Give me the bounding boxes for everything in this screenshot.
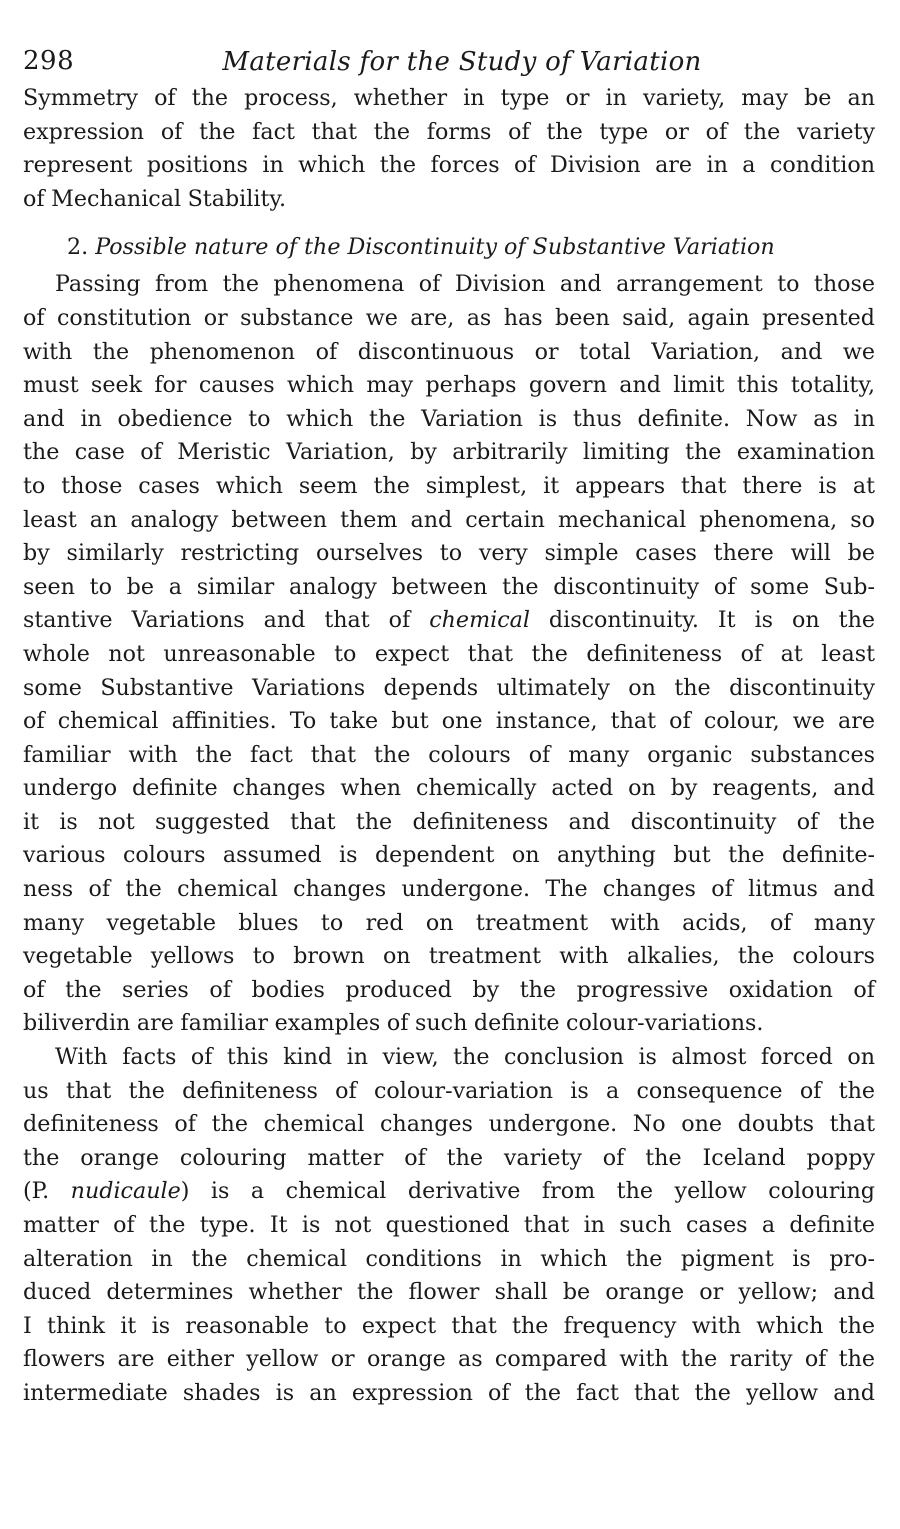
text-line: ness of the chemical changes undergone. The changes of litmus and: [23, 876, 875, 903]
text-line: the orange colouring matter of the variety of the Iceland poppy: [23, 1144, 875, 1171]
text-line: of constitution or substance we are, as has been said, again presented: [23, 304, 875, 331]
text-line: some Substantive Variations depends ultimately on the discontinuity: [23, 674, 875, 701]
text-line: matter of the type. It is not questioned that in such cases a definite: [23, 1212, 875, 1238]
text-line: whole not unreasonable to expect that the definiteness of at least: [23, 640, 875, 667]
text-line: various colours assumed is dependent on anything but the definite-: [23, 842, 875, 869]
text-line: seen to be a similar analogy between the discontinuity of some Sub-: [23, 573, 875, 600]
text-line: alteration in the chemical conditions in which the pigment is pro-: [23, 1245, 875, 1272]
text-run: stantive Variations and that of: [23, 607, 430, 634]
text-line: and in obedience to which the Variation is thus definite. Now as in: [23, 405, 875, 432]
section-number: 2.: [67, 234, 89, 261]
text-line: Passing from the phenomena of Division and arrangement to those: [55, 271, 875, 298]
text-line: must seek for causes which may perhaps govern and limit this totality,: [23, 372, 875, 399]
text-run: discontinuity. It is on the: [529, 607, 875, 634]
text-line: many vegetable blues to red on treatment with acids, of many: [23, 909, 875, 936]
text-line: of Mechanical Stability.: [23, 185, 286, 212]
text-line: [23, 604, 875, 638]
text-line: With facts of this kind in view, the conclusion is almost forced on: [55, 1044, 875, 1071]
running-head: Materials for the Study of Variation: [222, 47, 702, 77]
text-line: definiteness of the chemical changes undergone. No one doubts that: [23, 1111, 875, 1138]
text-line: the case of Meristic Variation, by arbitrarily limiting the examination: [23, 439, 875, 466]
text-line: least an analogy between them and certain mechanical phenomena, so: [23, 506, 875, 533]
paragraph-2: [23, 268, 875, 1041]
text-line: Symmetry of the process, whether in type or in variety, may be an: [23, 85, 875, 111]
page-header: [23, 40, 875, 84]
text-line: familiar with the fact that the colours of many organic substances: [23, 741, 875, 768]
page-number: 298: [23, 46, 75, 76]
text-run: (P.: [23, 1178, 71, 1205]
text-line: I think it is reasonable to expect that the frequency with which the: [23, 1312, 875, 1339]
text-line: to those cases which seem the simplest, it appears that there is at: [23, 472, 875, 499]
text-line: of chemical affinities. To take but one instance, that of colour, we are: [23, 708, 875, 735]
book-page: [23, 40, 875, 1411]
text-line: represent positions in which the forces of Division are in a condition: [23, 152, 875, 179]
text-line: vegetable yellows to brown on treatment with alkalies, the colours: [23, 943, 875, 970]
text-line: with the phenomenon of discontinuous or total Variation, and we: [23, 338, 875, 365]
text-run: ) is a chemical derivative from the yellow colouring: [180, 1178, 875, 1205]
text-line: intermediate shades is an expression of the fact that the yellow and: [23, 1379, 875, 1406]
section-title: Possible nature of the Discontinuity of Substantive Variation: [95, 234, 775, 261]
text-line: biliverdin are familiar examples of such definite colour-variations.: [23, 1010, 764, 1037]
italic-word: nudicaule: [70, 1178, 181, 1205]
text-line: undergo definite changes when chemically acted on by reagents, and: [23, 775, 875, 802]
section-heading: [23, 230, 875, 264]
text-line: duced determines whether the flower shall be orange or yellow; and: [23, 1279, 875, 1306]
paragraph-3: [23, 1041, 875, 1411]
italic-word: chemical: [429, 607, 530, 634]
text-line: [23, 1175, 875, 1209]
text-line: of the series of bodies produced by the progressive oxidation of: [23, 976, 875, 1003]
text-line: us that the definiteness of colour-variation is a consequence of the: [23, 1077, 875, 1104]
text-line: by similarly restricting ourselves to very simple cases there will be: [23, 540, 875, 567]
text-line: flowers are either yellow or orange as compared with the rarity of the: [23, 1346, 875, 1373]
paragraph-1: [23, 82, 875, 216]
text-line: expression of the fact that the forms of the type or of the variety: [23, 118, 875, 145]
text-line: it is not suggested that the definiteness and discontinuity of the: [23, 808, 875, 835]
